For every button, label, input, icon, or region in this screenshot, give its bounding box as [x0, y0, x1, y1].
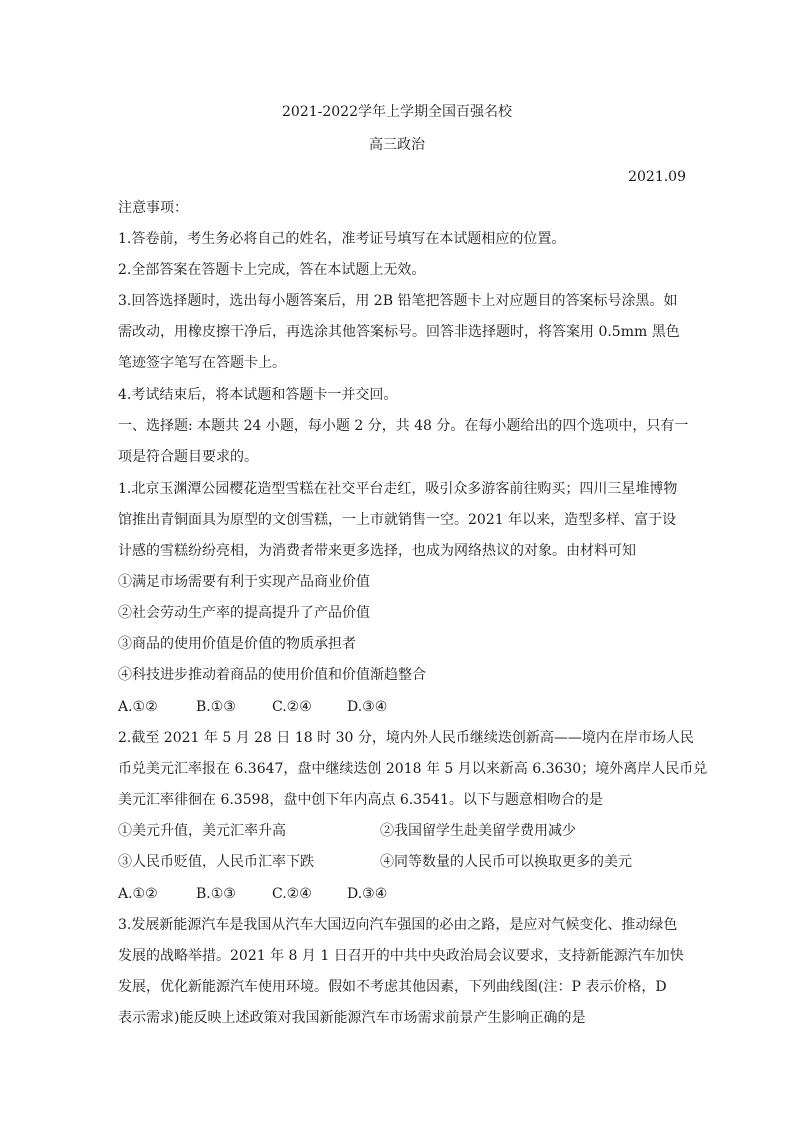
question-1-option-b: B.①③ [196, 699, 236, 715]
question-3-stem: 表示需求)能反映上述政策对我国新能源汽车市场需求前景产生影响正确的是 [118, 1010, 586, 1026]
question-2-statement: ②我国留学生赴美留学费用减少 [380, 823, 576, 839]
question-1-stem: 1.北京玉渊潭公园樱花造型雪糕在社交平台走红，吸引众多游客前往购买；四川三星堆博物 [118, 481, 678, 497]
notice-item: 4.考试结束后，将本试题和答题卡一并交回。 [118, 387, 398, 403]
question-2-option-b: B.①③ [196, 886, 236, 902]
notice-item: 1.答卷前，考生务必将自己的姓名，准考证号填写在本试题相应的位置。 [118, 231, 566, 247]
question-1-option-a: A.①② [118, 699, 158, 715]
question-1-statement: ①满足市场需要有利于实现产品商业价值 [118, 574, 370, 590]
question-3-stem: 3.发展新能源汽车是我国从汽车大国迈向汽车强国的必由之路，是应对气候变化、推动绿色 [118, 917, 678, 933]
question-3-stem: 发展的战略举措。2021 年 8 月 1 日召开的中共中央政治局会议要求，支持新能源汽车加快 [118, 948, 684, 964]
notice-item: 3.回答选择题时，选出每小题答案后，用 2B 铅笔把答题卡上对应题目的答案标号涂黑。如 [118, 293, 678, 309]
question-1-statement: ④科技进步推动着商品的使用价值和价值渐趋整合 [118, 667, 426, 683]
question-1-stem: 馆推出青铜面具为原型的文创雪糕，一上市就销售一空。2021 年以来，造型多样、富于设 [118, 512, 677, 528]
question-2-stem: 2.截至 2021 年 5 月 28 日 18 时 30 分，境内外人民币继续迭创新高——境内在岸市场人民 [118, 730, 694, 746]
notice-item: 笔迹签字笔写在答题卡上。 [118, 355, 286, 371]
question-1-statement: ②社会劳动生产率的提高提升了产品价值 [118, 605, 370, 621]
exam-subject: 高三政治 [369, 137, 425, 153]
question-2-stem: 美元汇率徘徊在 6.3598，盘中创下年内高点 6.3541。以下与题意相吻合的是 [118, 792, 603, 808]
question-1-statement: ③商品的使用价值是价值的物质承担者 [118, 636, 356, 652]
section-heading: 项是符合题目要求的。 [118, 449, 258, 465]
question-2-option-c: C.②④ [272, 886, 312, 902]
exam-date: 2021.09 [628, 169, 686, 185]
question-2-stem: 币兑美元汇率报在 6.3647，盘中继续迭创 2018 年 5 月以来新高 6.3630；境外离岸人民币兑 [118, 761, 708, 777]
question-1-option-d: D.③④ [347, 699, 388, 715]
notice-item: 需改动，用橡皮擦干净后，再选涂其他答案标号。回答非选择题时，将答案用 0.5mm 黑色 [118, 324, 680, 340]
exam-title: 2021-2022学年上学期全国百强名校 [282, 104, 512, 120]
question-2-option-d: D.③④ [347, 886, 388, 902]
question-3-stem: 发展，优化新能源汽车使用环境。假如不考虑其他因素，下列曲线图(注：P 表示价格，D [118, 979, 667, 995]
notice-item: 2.全部答案在答题卡上完成，答在本试题上无效。 [118, 262, 426, 278]
question-2-statement: ④同等数量的人民币可以换取更多的美元 [380, 854, 632, 870]
question-1-option-c: C.②④ [272, 699, 312, 715]
question-1-stem: 计感的雪糕纷纷亮相，为消费者带来更多选择，也成为网络热议的对象。由材料可知 [118, 543, 636, 559]
question-2-statement: ③人民币贬值，人民币汇率下跌 [118, 854, 314, 870]
question-2-statement: ①美元升值，美元汇率升高 [118, 823, 286, 839]
question-2-option-a: A.①② [118, 886, 158, 902]
section-heading: 一、选择题: 本题共 24 小题，每小题 2 分，共 48 分。在每小题给出的四个选项中，只有一 [118, 418, 689, 434]
notice-heading: 注意事项： [118, 200, 188, 216]
